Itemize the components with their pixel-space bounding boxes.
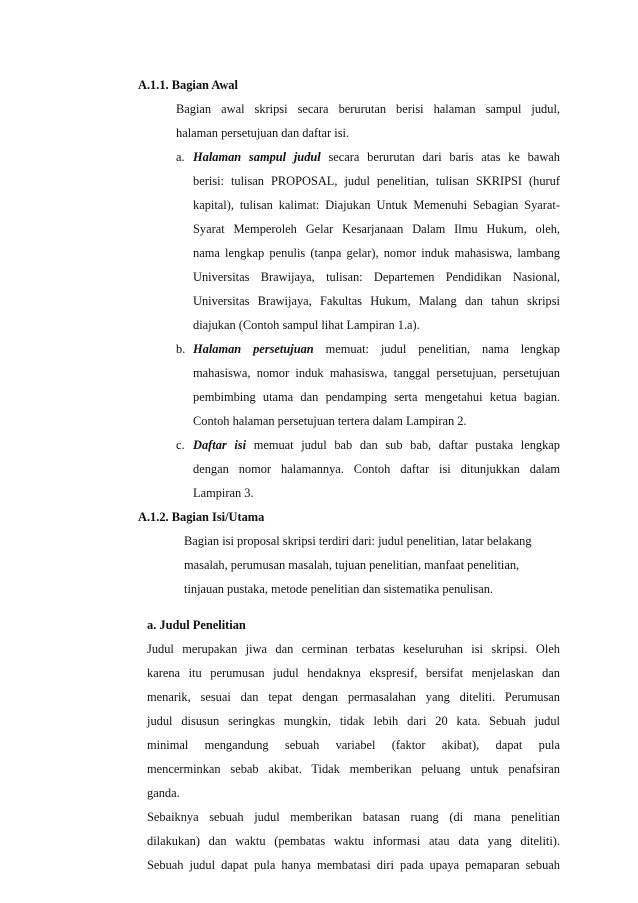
item-a-line: Syarat Memperoleh Gelar Kesarjanaan Dalam Ilmu Hukum, oleh, xyxy=(193,222,560,236)
item-b-line: Contoh halaman persetujuan tertera dalam Lampiran 2. xyxy=(193,414,467,428)
item-b-first-line xyxy=(193,341,560,357)
section-heading-a11: A.1.1. Bagian Awal xyxy=(138,78,238,92)
judul-para1-line: menarik, sesuai dan tepat dengan permasalahan yang diteliti. Perumusan xyxy=(147,690,560,704)
judul-para1-line: Judul merupakan jiwa dan cerminan terbatas keseluruhan isi skripsi. Oleh xyxy=(147,642,560,656)
item-c-line: Lampiran 3. xyxy=(193,486,254,500)
list-marker-c: c. xyxy=(176,438,185,452)
list-marker-a: a. xyxy=(176,150,185,164)
item-c-line: dengan nomor halamannya. Contoh daftar isi ditunjukkan dalam xyxy=(193,462,560,476)
a12-line: masalah, perumusan masalah, tujuan penelitian, manfaat penelitian, xyxy=(184,558,520,572)
item-a-first-line xyxy=(193,149,560,165)
item-a-line: kapital), tulisan kalimat: Diajukan Untuk Memenuhi Sebagian Syarat- xyxy=(193,198,560,212)
item-c-first-line xyxy=(193,437,560,453)
item-b-term: Halaman persetujuan xyxy=(193,342,314,356)
item-a-line: Universitas Brawijaya, tulisan: Departemen Pendidikan Nasional, xyxy=(193,270,560,284)
judul-para1-line: karena itu perumusan judul hendaknya ekspresif, bersifat menjelaskan dan xyxy=(147,666,560,680)
a11-intro-line-2: halaman persetujuan dan daftar isi. xyxy=(176,126,350,140)
a11-intro-line-1: Bagian awal skripsi secara berurutan berisi halaman sampul judul, xyxy=(176,102,560,116)
a12-line: tinjauan pustaka, metode penelitian dan sistematika penulisan. xyxy=(184,582,493,596)
item-b-line: pembimbing utama dan pendamping serta mengetahui ketua bagian. xyxy=(193,390,560,404)
judul-para2-line: Sebuah judul dapat pula hanya membatasi diri pada upaya pemaparan sebuah xyxy=(147,858,560,872)
item-b-line: mahasiswa, nomor induk mahasiswa, tanggal persetujuan, persetujuan xyxy=(193,366,560,380)
item-a-line: Universitas Brawijaya, Fakultas Hukum, Malang dan tahun skripsi xyxy=(193,294,560,308)
judul-penelitian-heading: a. Judul Penelitian xyxy=(147,618,246,632)
judul-para2-line: dilakukan) dan waktu (pembatas waktu informasi atau data yang diteliti). xyxy=(147,834,560,848)
item-c-term: Daftar isi xyxy=(193,438,247,452)
judul-para1-line: ganda. xyxy=(147,786,180,800)
item-a-line: diajukan (Contoh sampul lihat Lampiran 1.a). xyxy=(193,318,420,332)
judul-para2-line: Sebaiknya sebuah judul memberikan batasan ruang (di mana penelitian xyxy=(147,810,560,824)
item-a-term: Halaman sampul judul xyxy=(193,150,321,164)
judul-para1-line: mencerminkan sebab akibat. Tidak memberikan peluang untuk penafsiran xyxy=(147,762,560,776)
item-c-first-rest: memuat judul bab dan sub bab, daftar pustaka lengkap xyxy=(253,438,560,452)
section-heading-a12: A.1.2. Bagian Isi/Utama xyxy=(138,510,265,524)
judul-para1-line: judul disusun seringkas mungkin, tidak lebih dari 20 kata. Sebuah judul xyxy=(147,714,560,728)
judul-para1-line: minimal mengandung sebuah variabel (faktor akibat), dapat pula xyxy=(147,738,560,752)
item-b-first-rest: memuat: judul penelitian, nama lengkap xyxy=(325,342,560,356)
item-a-first-rest: secara berurutan dari baris atas ke bawah xyxy=(328,150,561,164)
a12-line: Bagian isi proposal skripsi terdiri dari: judul penelitian, latar belakang xyxy=(184,534,532,548)
item-a-line: nama lengkap penulis (tanpa gelar), nomor induk mahasiswa, lambang xyxy=(193,246,560,260)
item-a-line: berisi: tulisan PROPOSAL, judul penelitian, tulisan SKRIPSI (huruf xyxy=(193,174,560,188)
list-marker-b: b. xyxy=(176,342,186,356)
